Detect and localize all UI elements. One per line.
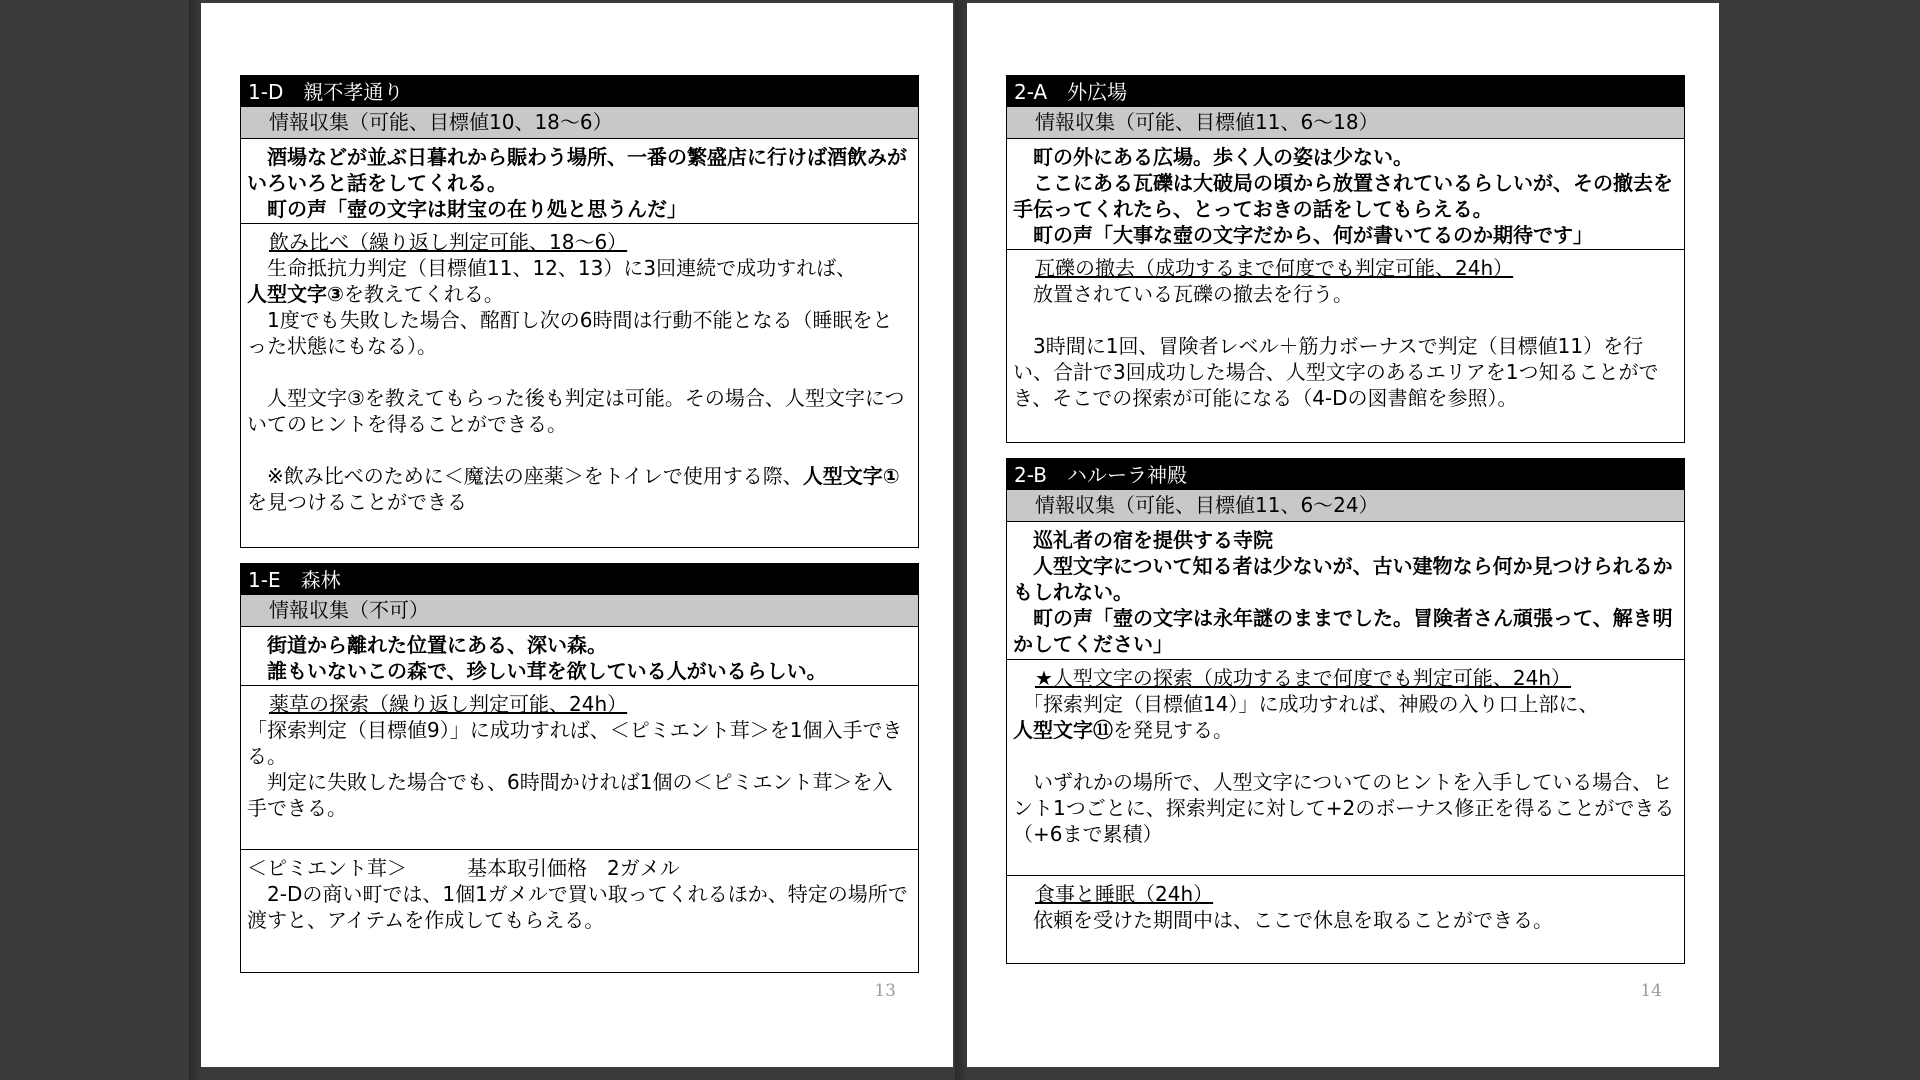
description-text: 町の外にある広場。歩く人の姿は少ない。: [1013, 145, 1413, 169]
item-block: [241, 850, 918, 974]
action-heading: 飲み比べ（繰り返し判定可能、18〜6）: [269, 230, 628, 254]
info-gathering-row: 情報収集（可能、目標値11、6〜18）: [1007, 107, 1684, 139]
action-text: 1度でも失敗した場合、酩酊し次の6時間は行動不能となる（睡眠をとった状態にもなる）。: [247, 308, 893, 358]
town-voice: 町の声「壺の文字は永年謎のままでした。冒険者さん頑張って、解き明かしてください」: [1013, 606, 1673, 656]
action-text: いずれかの場所で、人型文字についてのヒントを入手している場合、ヒント1つごとに、探索判定に対して+2のボーナス修正を得ることができる（+6まで累積）: [1013, 770, 1675, 846]
description-block: [1007, 522, 1684, 660]
description-text: 街道から離れた位置にある、深い森。: [247, 633, 607, 657]
item-text: 2-Dの商い町では、1個1ガメルで買い取ってくれるほか、特定の場所で渡すと、アイテムを作成してもらえる。: [247, 882, 908, 932]
action-block-rubble: [1007, 250, 1684, 442]
action-heading: 瓦礫の撤去（成功するまで何度でも判定可能、24h）: [1035, 256, 1514, 280]
page-14: [967, 3, 1719, 1067]
section-2b: [1006, 458, 1685, 964]
description-block: [241, 627, 918, 686]
action-heading: 薬草の探索（繰り返し判定可能、24h）: [269, 692, 628, 716]
description-text: 酒場などが並ぶ日暮れから賑わう場所、一番の繁盛店に行けば酒飲みがいろいろと話をしてくれる。: [247, 145, 907, 195]
description-text: 人型文字について知る者は少ないが、古い建物なら何か見つけられるかもしれない。: [1013, 554, 1673, 604]
action-text: 3時間に1回、冒険者レベル＋筋力ボーナスで判定（目標値11）を行い、合計で3回成功した場合、人型文字のあるエリアを1つ知ることができ、そこでの探索が可能になる（4-Dの図書館を参照）。: [1013, 334, 1659, 410]
action-text: 生命抵抗力判定（目標値11、12、13）に3回連続で成功すれば、: [247, 256, 857, 280]
description-text: 巡礼者の宿を提供する寺院: [1013, 528, 1273, 552]
action-text: を発見する。: [1113, 718, 1233, 742]
page-number: 13: [874, 981, 896, 1001]
info-gathering-row: 情報収集（可能、目標値11、6〜24）: [1007, 490, 1684, 522]
action-text: 「探索判定（目標値14）」に成功すれば、神殿の入り口上部に、: [1013, 692, 1599, 716]
action-text: 人型文字③を教えてもらった後も判定は可能。その場合、人型文字についてのヒントを得ることができる。: [247, 386, 905, 436]
section-1e: [240, 563, 919, 973]
info-gathering-row: 情報収集（不可）: [241, 595, 918, 627]
description-text: ここにある瓦礫は大破局の頃から放置されているらしいが、その撤去を手伝ってくれたら、とっておきの話をしてもらえる。: [1013, 171, 1673, 221]
description-text: 誰もいないこの森で、珍しい茸を欲している人がいるらしい。: [247, 659, 827, 683]
section-title: 1-D 親不孝通り: [241, 76, 918, 107]
action-text: を見つけることができる: [247, 490, 467, 514]
town-voice: 町の声「大事な壺の文字だから、何が書いてるのか期待です」: [1013, 223, 1593, 247]
action-text: を教えてくれる。: [343, 282, 504, 306]
page-13: [201, 3, 953, 1067]
action-text: 依頼を受けた期間中は、ここで休息を取ることができる。: [1013, 908, 1553, 932]
town-voice: 町の声「壺の文字は財宝の在り処と思うんだ」: [247, 197, 687, 221]
right-page-shadow: [955, 0, 967, 1080]
section-title: 2-B ハルーラ神殿: [1007, 459, 1684, 490]
section-title: 1-E 森林: [241, 564, 918, 595]
action-block-herb: [241, 686, 918, 850]
glyph-reward: 人型文字⑪: [1013, 718, 1113, 742]
description-block: [241, 139, 918, 224]
item-name-price: ＜ピミエント茸＞ 基本取引価格 2ガメル: [247, 856, 680, 880]
action-block-rest: [1007, 876, 1684, 964]
left-page-shadow: [189, 0, 201, 1080]
info-gathering-row: 情報収集（可能、目標値10、18〜6）: [241, 107, 918, 139]
description-block: [1007, 139, 1684, 250]
action-text: ※飲み比べのために＜魔法の座薬＞をトイレで使用する際、: [247, 464, 803, 488]
section-title: 2-A 外広場: [1007, 76, 1684, 107]
action-text: 「探索判定（目標値9）」に成功すれば、＜ピミエント茸＞を1個入手できる。: [247, 718, 903, 768]
action-text: 判定に失敗した場合でも、6時間かければ1個の＜ピミエント茸＞を入手できる。: [247, 770, 893, 820]
action-text: 放置されている瓦礫の撤去を行う。: [1013, 282, 1353, 306]
action-heading: 食事と睡眠（24h）: [1035, 882, 1214, 906]
glyph-reward: 人型文字①: [802, 464, 900, 488]
page-number: 14: [1640, 981, 1662, 1001]
action-block-glyph-search: [1007, 660, 1684, 876]
section-2a: [1006, 75, 1685, 443]
section-1d: [240, 75, 919, 548]
action-heading: ★人型文字の探索（成功するまで何度でも判定可能、24h）: [1035, 666, 1572, 690]
action-block-drinking: [241, 224, 918, 548]
glyph-reward: 人型文字③: [247, 282, 344, 306]
